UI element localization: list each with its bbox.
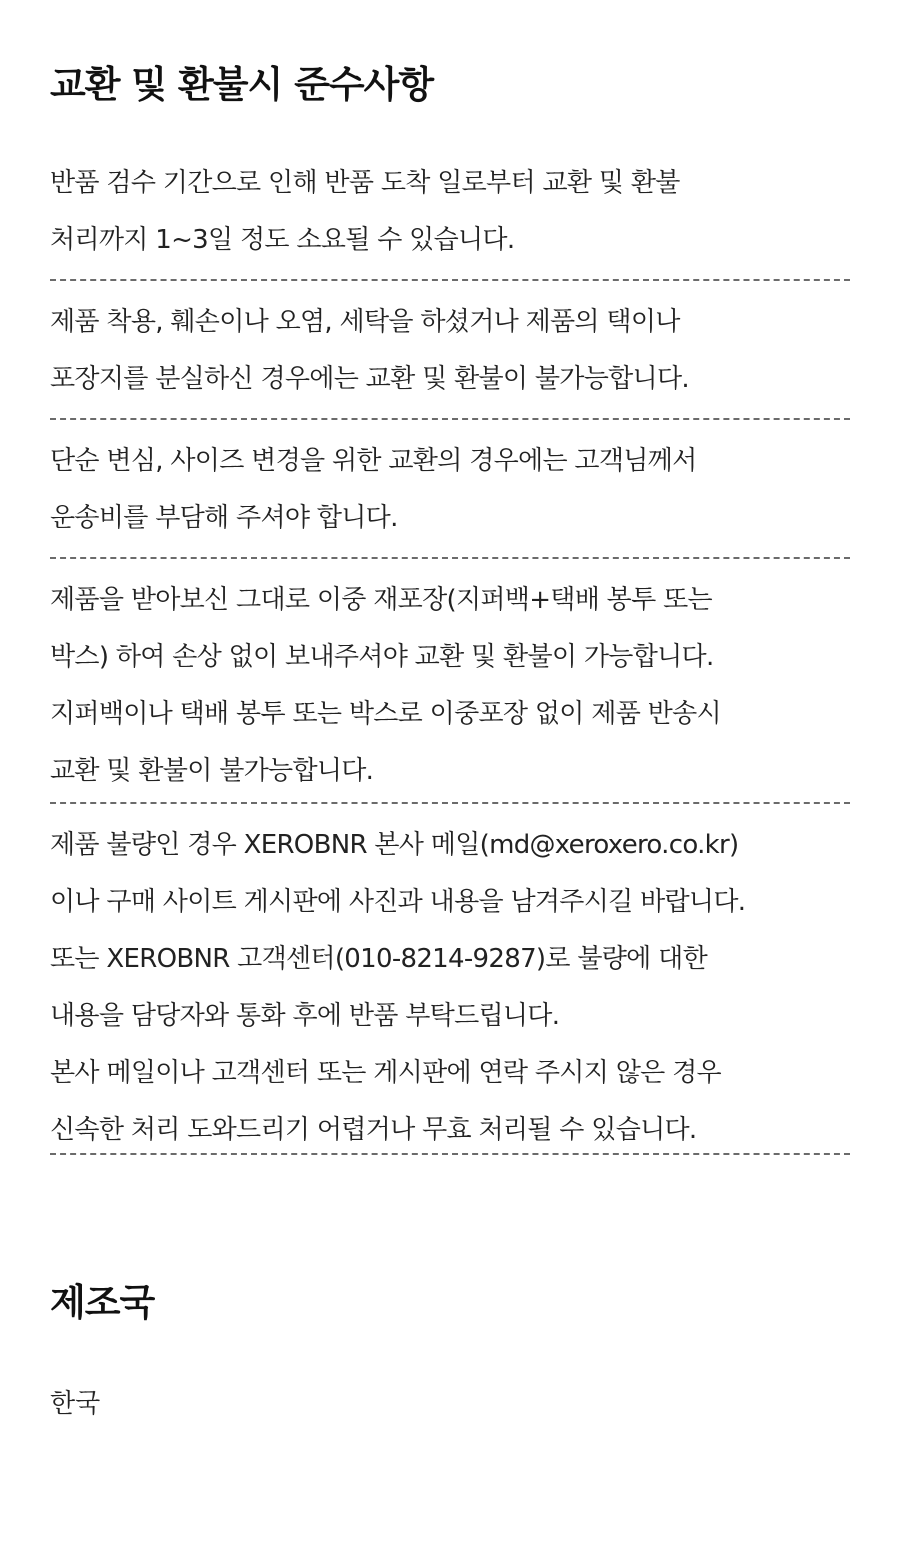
notice-line: 교환 및 환불이 불가능합니다. (50, 756, 374, 786)
country-of-origin-value: 한국 (50, 1389, 101, 1419)
notice-line: 또는 XEROBNR 고객센터(010-8214-9287)로 불량에 대한 (50, 944, 707, 974)
dashed-divider (50, 557, 850, 559)
notice-defective-product (50, 817, 850, 1159)
notice-line: 박스) 하여 손상 없이 보내주셔야 교환 및 환불이 가능합니다. (50, 642, 714, 672)
dashed-divider (50, 279, 850, 281)
notice-line: 지퍼백이나 택배 봉투 또는 박스로 이중포장 없이 제품 반송시 (50, 699, 721, 729)
notice-shipping-cost (50, 433, 850, 547)
notice-line: 제품을 받아보신 그대로 이중 재포장(지퍼백+택배 봉투 또는 (50, 585, 712, 615)
notice-line: 본사 메일이나 고객센터 또는 게시판에 연락 주시지 않은 경우 (50, 1058, 721, 1088)
notice-double-packaging (50, 572, 850, 800)
notice-line: 제품 불량인 경우 XEROBNR 본사 메일(md@xeroxero.co.kr) (50, 830, 739, 860)
notice-line: 포장지를 분실하신 경우에는 교환 및 환불이 불가능합니다. (50, 364, 689, 394)
dashed-divider (50, 802, 850, 804)
country-of-origin-title: 제조국 (50, 1281, 155, 1324)
dashed-divider (50, 418, 850, 420)
notice-line: 처리까지 1~3일 정도 소요될 수 있습니다. (50, 225, 515, 255)
dashed-divider (50, 1153, 850, 1155)
notice-line: 반품 검수 기간으로 인해 반품 도착 일로부터 교환 및 환불 (50, 168, 680, 198)
notice-line: 신속한 처리 도와드리기 어렵거나 무효 처리될 수 있습니다. (50, 1115, 697, 1145)
notice-no-refund-conditions (50, 294, 850, 408)
notice-line: 내용을 담당자와 통화 후에 반품 부탁드립니다. (50, 1001, 560, 1031)
notice-line: 운송비를 부담해 주셔야 합니다. (50, 503, 398, 533)
notice-line: 단순 변심, 사이즈 변경을 위한 교환의 경우에는 고객님께서 (50, 446, 697, 476)
notice-line: 제품 착용, 훼손이나 오염, 세탁을 하셨거나 제품의 택이나 (50, 307, 680, 337)
notice-line: 이나 구매 사이트 게시판에 사진과 내용을 남겨주시길 바랍니다. (50, 887, 746, 917)
exchange-refund-title: 교환 및 환불시 준수사항 (50, 63, 434, 106)
notice-inspection-period (50, 155, 850, 269)
